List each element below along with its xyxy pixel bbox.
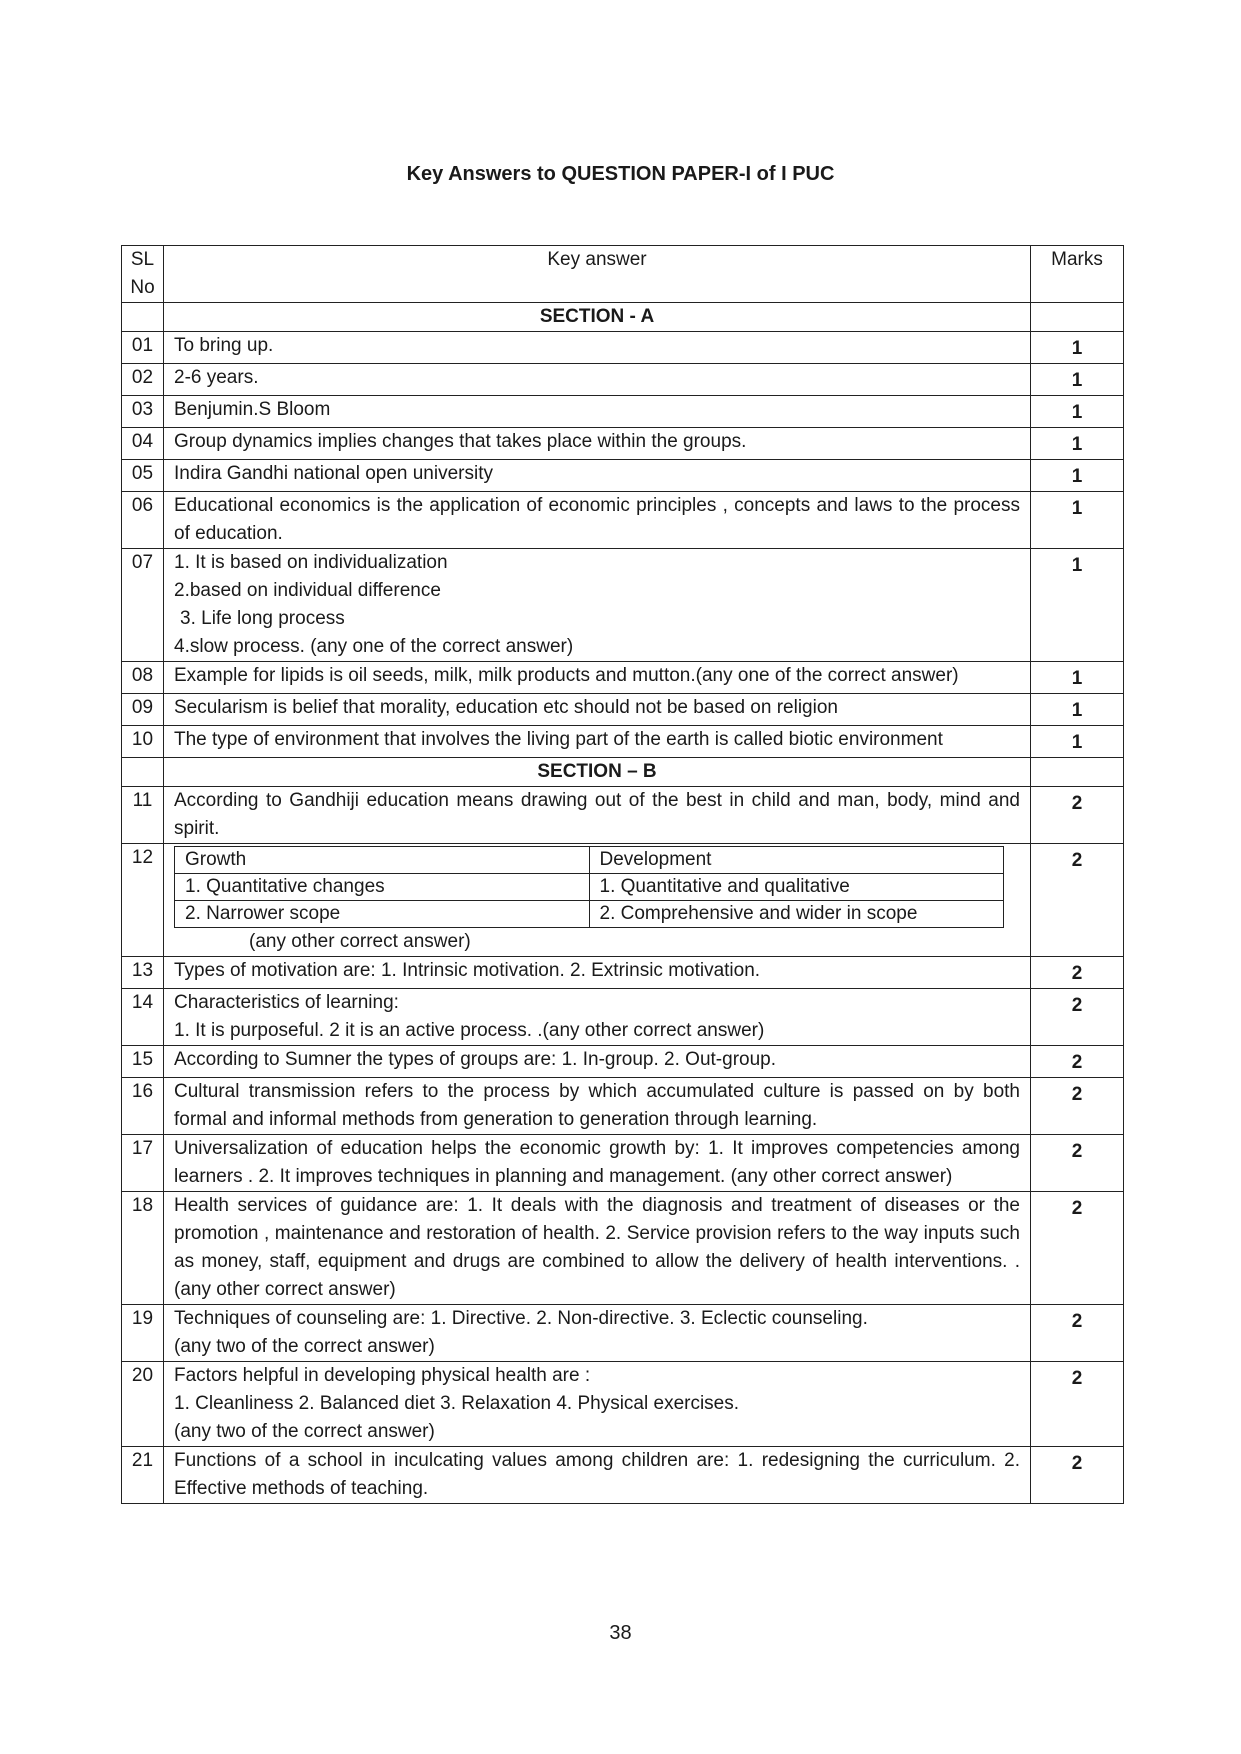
row-marks: 2 [1031, 787, 1124, 844]
table-row [122, 694, 1124, 726]
sub-table-row [175, 874, 1004, 901]
row-marks: 2 [1031, 989, 1124, 1046]
row-marks: 1 [1031, 364, 1124, 396]
table-row [122, 1192, 1124, 1305]
sl-no-header [122, 246, 164, 303]
row-sl: 16 [122, 1078, 164, 1135]
table-header-row [122, 246, 1124, 303]
row-answer [164, 1046, 1031, 1078]
section-b-heading: SECTION – B [164, 758, 1031, 787]
row-sl: 06 [122, 492, 164, 549]
table-row [122, 662, 1124, 694]
row-answer [164, 957, 1031, 989]
answer-line: According to Gandhiji education means drawing out of the best in child and man, body, mind and spirit. [174, 790, 1020, 839]
row-answer [164, 364, 1031, 396]
row-sl: 10 [122, 726, 164, 758]
table-row [122, 1447, 1124, 1504]
row-sl: 12 [122, 844, 164, 957]
table-row [122, 549, 1124, 662]
row-sl: 18 [122, 1192, 164, 1305]
answer-line: Secularism is belief that morality, education etc should not be based on religion [174, 697, 838, 718]
answer-line: Health services of guidance are: 1. It deals with the diagnosis and treatment of diseases or the promotion , maintenance and restoration of health. 2. Service provision refers to the way inputs such as money, staff, equipment and drugs are combined to allow the delivery of health interventions. .(any other correct answer) [174, 1195, 1020, 1300]
row-answer [164, 1447, 1031, 1504]
growth-cell: 1. Quantitative changes [175, 874, 590, 901]
table-row [122, 1046, 1124, 1078]
row-answer [164, 694, 1031, 726]
table-row [122, 1135, 1124, 1192]
row-answer [164, 396, 1031, 428]
row-sl: 02 [122, 364, 164, 396]
row-marks: 2 [1031, 844, 1124, 957]
row-answer [164, 332, 1031, 364]
row-marks: 1 [1031, 694, 1124, 726]
table-row [122, 726, 1124, 758]
row-answer [164, 1305, 1031, 1362]
answer-line: Indira Gandhi national open university [174, 463, 493, 484]
row-sl: 15 [122, 1046, 164, 1078]
marks-header: Marks [1031, 246, 1124, 303]
row-answer [164, 787, 1031, 844]
table-row [122, 989, 1124, 1046]
row-answer [164, 428, 1031, 460]
answer-line: 4.slow process. (any one of the correct answer) [174, 636, 574, 657]
row-sl: 04 [122, 428, 164, 460]
table-row [122, 1362, 1124, 1447]
row-marks: 1 [1031, 662, 1124, 694]
row-marks: 2 [1031, 1078, 1124, 1135]
row-marks: 1 [1031, 549, 1124, 662]
section-b-blank-sl [122, 758, 164, 787]
page-number: 38 [609, 1622, 632, 1644]
answer-line: 1. It is purposeful. 2 it is an active process. .(any other correct answer) [174, 1020, 765, 1041]
table-row [122, 460, 1124, 492]
row-answer [164, 492, 1031, 549]
growth-header: Growth [175, 847, 590, 874]
answer-line: According to Sumner the types of groups are: 1. In-group. 2. Out-group. [174, 1049, 776, 1070]
answer-line: Universalization of education helps the economic growth by: 1. It improves competencies among learners . 2. It improves techniques in planning and management. (any other correct answer) [174, 1138, 1020, 1187]
row-answer [164, 1135, 1031, 1192]
answer-line: Characteristics of learning: [174, 992, 399, 1013]
row-sl: 21 [122, 1447, 164, 1504]
table-row [122, 844, 1124, 957]
answer-line: The type of environment that involves the living part of the earth is called biotic environment [174, 729, 943, 750]
table-row [122, 396, 1124, 428]
growth-development-table [174, 846, 1004, 928]
section-a-blank-marks [1031, 303, 1124, 332]
answer-line: Functions of a school in inculcating values among children are: 1. redesigning the curriculum. 2. Effective methods of teaching. [174, 1450, 1020, 1499]
row-marks: 2 [1031, 1135, 1124, 1192]
section-b-blank-marks [1031, 758, 1124, 787]
row-sl: 05 [122, 460, 164, 492]
sl-header-line1: SL [130, 249, 155, 270]
row-answer [164, 1078, 1031, 1135]
row-marks: 2 [1031, 1305, 1124, 1362]
row-sl: 17 [122, 1135, 164, 1192]
row-sl: 01 [122, 332, 164, 364]
row-sl: 20 [122, 1362, 164, 1447]
row-answer [164, 1192, 1031, 1305]
table-row [122, 1078, 1124, 1135]
development-cell: 1. Quantitative and qualitative [589, 874, 1004, 901]
answer-line: Techniques of counseling are: 1. Directive. 2. Non-directive. 3. Eclectic counseling. [174, 1308, 868, 1329]
answer-line: 2-6 years. [174, 367, 259, 388]
table-row [122, 1305, 1124, 1362]
row-sl: 13 [122, 957, 164, 989]
row-sl: 03 [122, 396, 164, 428]
answer-line: Example for lipids is oil seeds, milk, milk products and mutton.(any one of the correct answer) [174, 665, 959, 686]
answer-line: Educational economics is the application of economic principles , concepts and laws to the process of education. [174, 495, 1020, 544]
row-answer [164, 844, 1031, 957]
row-marks: 2 [1031, 1192, 1124, 1305]
development-header: Development [589, 847, 1004, 874]
table-row [122, 492, 1124, 549]
key-answer-header: Key answer [164, 246, 1031, 303]
answer-line: (any two of the correct answer) [174, 1336, 435, 1357]
row-answer [164, 662, 1031, 694]
table-row [122, 364, 1124, 396]
row-marks: 2 [1031, 1046, 1124, 1078]
sub-table-header-row [175, 847, 1004, 874]
development-cell: 2. Comprehensive and wider in scope [589, 901, 1004, 928]
row-marks: 1 [1031, 492, 1124, 549]
row-marks: 1 [1031, 460, 1124, 492]
row-sl: 19 [122, 1305, 164, 1362]
section-a-blank-sl [122, 303, 164, 332]
row-marks: 1 [1031, 396, 1124, 428]
row-sl: 09 [122, 694, 164, 726]
row-answer [164, 1362, 1031, 1447]
section-a-heading: SECTION - A [164, 303, 1031, 332]
answer-line: Types of motivation are: 1. Intrinsic motivation. 2. Extrinsic motivation. [174, 960, 761, 981]
answer-line: 2.based on individual difference [174, 580, 441, 601]
row-marks: 2 [1031, 1447, 1124, 1504]
row-sl: 07 [122, 549, 164, 662]
row-answer [164, 726, 1031, 758]
row-answer [164, 460, 1031, 492]
answer-line: Cultural transmission refers to the process by which accumulated culture is passed on by both formal and informal methods from generation to generation through learning. [174, 1081, 1020, 1130]
row-sl: 11 [122, 787, 164, 844]
key-answers-table [121, 245, 1124, 1504]
answer-line: Group dynamics implies changes that takes place within the groups. [174, 431, 747, 452]
table-row [122, 787, 1124, 844]
section-a-row [122, 303, 1124, 332]
row-answer [164, 989, 1031, 1046]
row-marks: 2 [1031, 1362, 1124, 1447]
row-answer [164, 549, 1031, 662]
table-row [122, 957, 1124, 989]
row-marks: 2 [1031, 957, 1124, 989]
answer-line: To bring up. [174, 335, 274, 356]
row-marks: 1 [1031, 332, 1124, 364]
answer-line: 3. Life long process [180, 608, 345, 629]
table-row [122, 332, 1124, 364]
answer-line: 1. Cleanliness 2. Balanced diet 3. Relaxation 4. Physical exercises. [174, 1393, 740, 1414]
answer-line: Benjumin.S Bloom [174, 399, 331, 420]
sl-header-line2: No [130, 277, 155, 298]
row-sl: 14 [122, 989, 164, 1046]
row-sl: 08 [122, 662, 164, 694]
answer-note: (any other correct answer) [249, 931, 471, 952]
table-row [122, 428, 1124, 460]
answer-line: 1. It is based on individualization [174, 552, 448, 573]
answer-line: Factors helpful in developing physical health are : [174, 1365, 591, 1386]
section-b-row [122, 758, 1124, 787]
sub-table-row [175, 901, 1004, 928]
growth-cell: 2. Narrower scope [175, 901, 590, 928]
row-marks: 1 [1031, 428, 1124, 460]
row-marks: 1 [1031, 726, 1124, 758]
page-title: Key Answers to QUESTION PAPER-I of I PUC [406, 163, 835, 185]
answer-line: (any two of the correct answer) [174, 1421, 435, 1442]
